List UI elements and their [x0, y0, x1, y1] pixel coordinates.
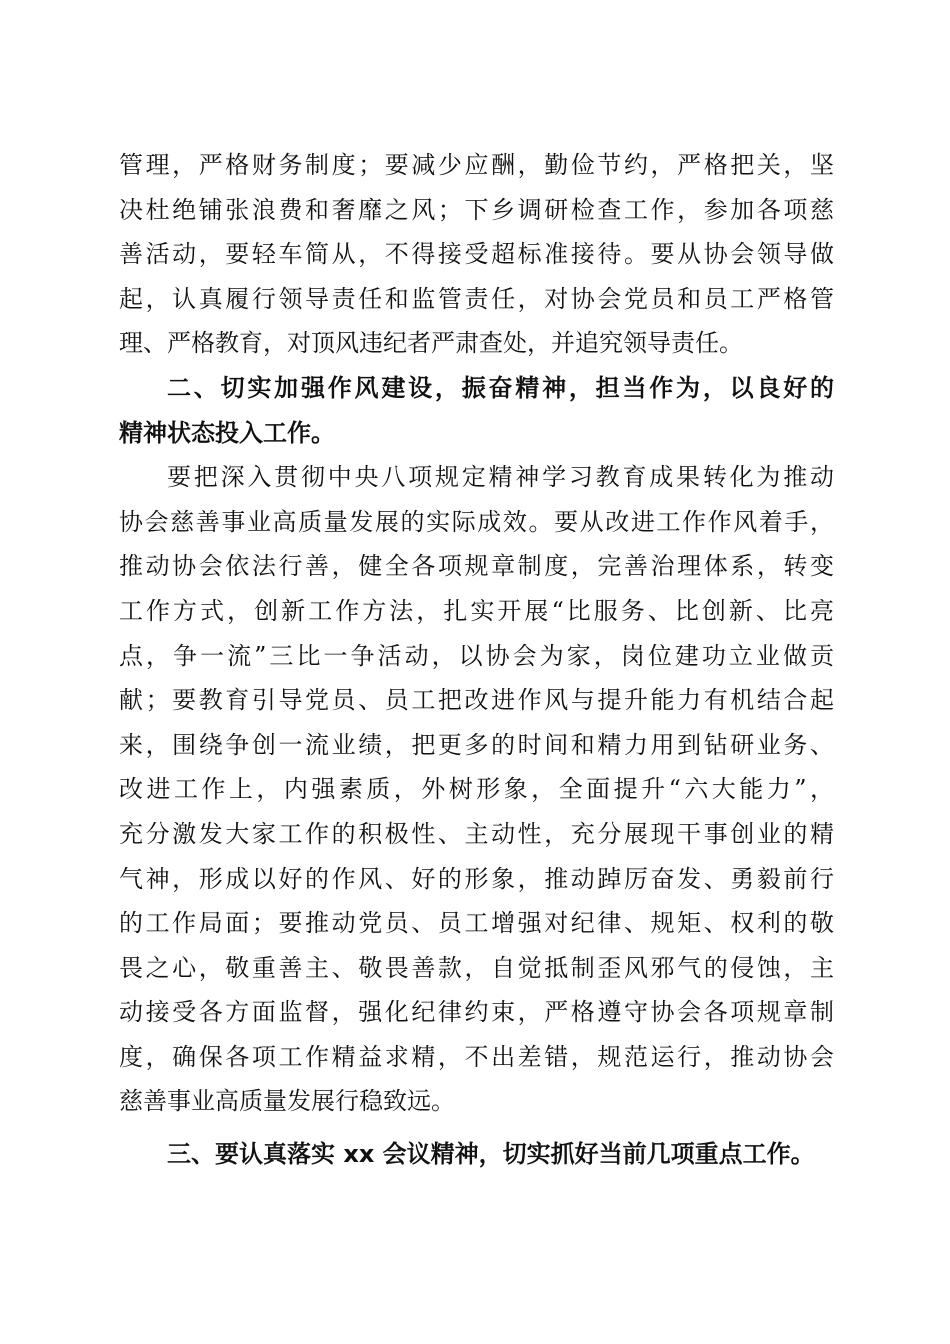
section-two-heading: [119, 366, 834, 455]
paragraph-line: 来，围绕争创一流业绩，把更多的时间和精力用到钻研业务、: [119, 730, 834, 759]
paragraph-line: 的工作局面；要推动党员、员工增强对纪律、规矩、权利的敬: [119, 909, 834, 938]
section-two-body: [119, 455, 834, 1124]
paragraph-line: 协会慈善事业高质量发展的实际成效。要从改进工作作风着手，: [119, 507, 834, 536]
heading-line: 二、切实加强作风建设，振奋精神，担当作为，以良好的: [167, 373, 834, 402]
paragraph-line: 动接受各方面监督，强化纪律约束，严格遵守协会各项规章制: [119, 998, 834, 1027]
paragraph-line: 推动协会依法行善，健全各项规章制度，完善治理体系，转变: [119, 552, 834, 581]
paragraph-line: 献；要教育引导党员、员工把改进作风与提升能力有机结合起: [119, 686, 834, 715]
heading-line: 三、要认真落实 xx 会议精神，切实抓好当前几项重点工作。: [167, 1140, 815, 1169]
paragraph-line: 管理，严格财务制度；要减少应酬，勤俭节约，严格把关，坚: [119, 151, 834, 179]
paragraph-line: 要把深入贯彻中央八项规定精神学习教育成果转化为推动: [167, 463, 834, 492]
continuation-paragraph: [119, 143, 834, 366]
paragraph-line: 改进工作上，内强素质，外树形象，全面提升“六大能力”，: [119, 775, 834, 804]
paragraph-line: 点，争一流”三比一争活动，以协会为家，岗位建功立业做贡: [119, 641, 834, 670]
paragraph-line: 理、严格教育，对顶风违纪者严肃查处，并追究领导责任。: [119, 329, 743, 358]
paragraph-line: 度，确保各项工作精益求精，不出差错，规范运行，推动协会: [119, 1042, 834, 1071]
paragraph-line: 决杜绝铺张浪费和奢靡之风；下乡调研检查工作，参加各项慈: [119, 195, 834, 224]
paragraph-line: 起，认真履行领导责任和监管责任，对协会党员和员工严格管: [119, 284, 834, 313]
paragraph-line: 善活动，要轻车简从，不得接受超标准接待。要从协会领导做: [119, 240, 834, 269]
paragraph-line: 充分激发大家工作的积极性、主动性，充分展现干事创业的精: [119, 819, 834, 848]
paragraph-line: 慈善事业高质量发展行稳致远。: [119, 1087, 455, 1116]
section-gap: [119, 1124, 834, 1132]
heading-line: 精神状态投入工作。: [119, 418, 335, 447]
paragraph-line: 气神，形成以好的作风、好的形象，推动踔厉奋发、勇毅前行: [119, 864, 834, 893]
paragraph-line: 工作方式，创新工作方法，扎实开展“比服务、比创新、比亮: [119, 596, 834, 625]
document-page: [119, 143, 834, 1177]
paragraph-line: 畏之心，敬重善主、敬畏善款，自觉抵制歪风邪气的侵蚀，主: [119, 953, 834, 982]
section-three-heading: [119, 1132, 834, 1177]
